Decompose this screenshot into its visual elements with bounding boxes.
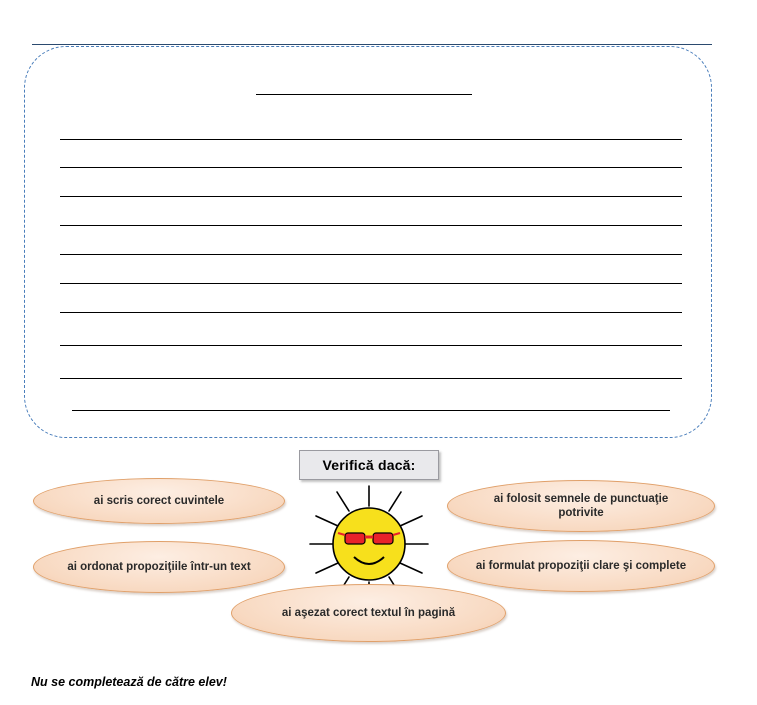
writing-line-6[interactable] [60, 283, 682, 284]
title-blank-line[interactable] [256, 94, 472, 95]
writing-area[interactable] [24, 46, 712, 438]
writing-line-4[interactable] [60, 225, 682, 226]
writing-line-2[interactable] [60, 167, 682, 168]
checklist-item-1[interactable] [33, 478, 285, 524]
checklist-item-5-label: ai formulat propoziţii clare şi complete [475, 559, 687, 572]
check-prompt-box [299, 450, 439, 480]
checklist-item-4-label: ai folosit semnele de punctuaţie potrivite [493, 492, 669, 519]
top-divider [32, 44, 712, 45]
checklist-item-2[interactable] [33, 541, 285, 593]
checklist-item-3-label: ai aşezat corect textul în pagină [281, 606, 456, 619]
check-prompt-label: Verifică dacă: [322, 457, 416, 473]
checklist-item-4[interactable] [447, 480, 715, 532]
checklist-item-2-label: ai ordonat propoziţiile într-un text [67, 560, 251, 573]
writing-line-1[interactable] [60, 139, 682, 140]
writing-line-5[interactable] [60, 254, 682, 255]
checklist-item-1-label: ai scris corect cuvintele [93, 494, 225, 507]
writing-line-7[interactable] [60, 312, 682, 313]
checklist-item-3[interactable] [231, 584, 506, 642]
checklist-item-5[interactable] [447, 540, 715, 592]
writing-line-3[interactable] [60, 196, 682, 197]
writing-line-10[interactable] [72, 410, 670, 411]
writing-line-9[interactable] [60, 378, 682, 379]
writing-line-8[interactable] [60, 345, 682, 346]
footer-note: Nu se completează de către elev! [31, 675, 227, 689]
